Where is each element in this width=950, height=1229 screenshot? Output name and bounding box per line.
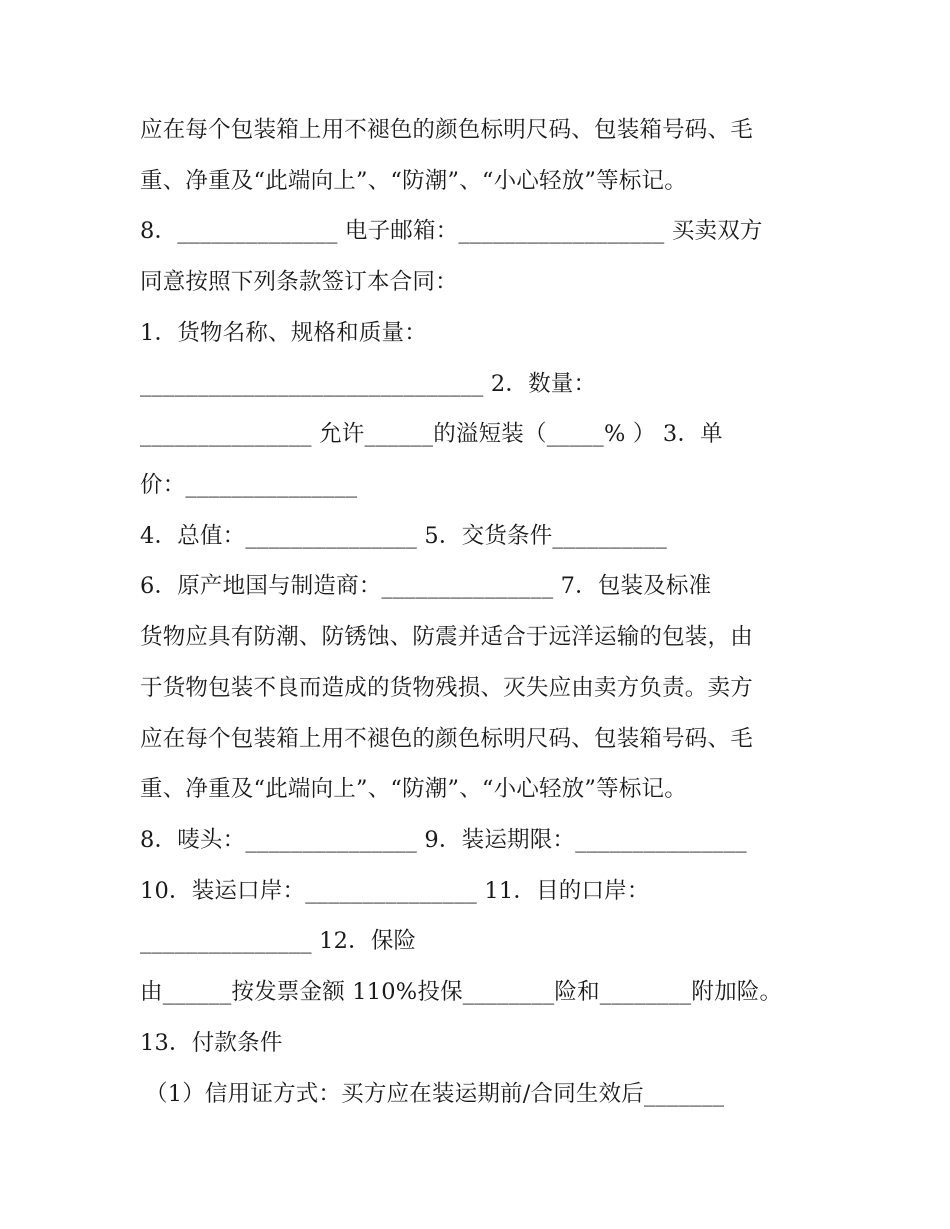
text-line: （1）信用证方式：买方应在装运期前/合同生效后_______ [145,1081,725,1107]
text-line: 同意按照下列条款签订本合同： [140,269,458,295]
text-line: _______________ 12．保险 [140,928,417,954]
text-line: 由______按发票金额 110%投保________险和________附加险。 [140,979,783,1005]
text-line: 应在每个包装箱上用不褪色的颜色标明尺码、包装箱号码、毛 [140,726,753,752]
text-line: 8．______________ 电子邮箱：__________________ 买卖双方 [140,218,763,244]
text-line: 于货物包装不良而造成的货物残损、灭失应由卖方负责。卖方 [140,675,753,701]
text-line: 1．货物名称、规格和质量： [140,320,427,346]
text-line: 货物应具有防潮、防锈蚀、防震并适合于远洋运输的包装，由 [140,624,753,650]
text-line: 10．装运口岸：_______________ 11．目的口岸： [140,878,650,904]
text-line: 重、净重及“此端向上”、“防潮”、“小心轻放”等标记。 [140,168,687,194]
text-line: 应在每个包装箱上用不褪色的颜色标明尺码、包装箱号码、毛 [140,117,753,143]
text-line: ______________________________ 2．数量： [140,371,597,397]
text-line: 13．付款条件 [140,1030,283,1056]
text-line: 8．唛头：_______________ 9．装运期限：_______________ [140,827,747,853]
text-line: _______________ 允许______的溢短装（_____% ） 3．单 [140,421,723,447]
text-line: 价：_______________ [140,472,358,498]
text-line: 4．总值：_______________ 5．交货条件__________ [140,523,667,549]
text-line: 6．原产地国与制造商：_______________ 7．包装及标准 [140,573,712,599]
text-line: 重、净重及“此端向上”、“防潮”、“小心轻放”等标记。 [140,776,687,802]
